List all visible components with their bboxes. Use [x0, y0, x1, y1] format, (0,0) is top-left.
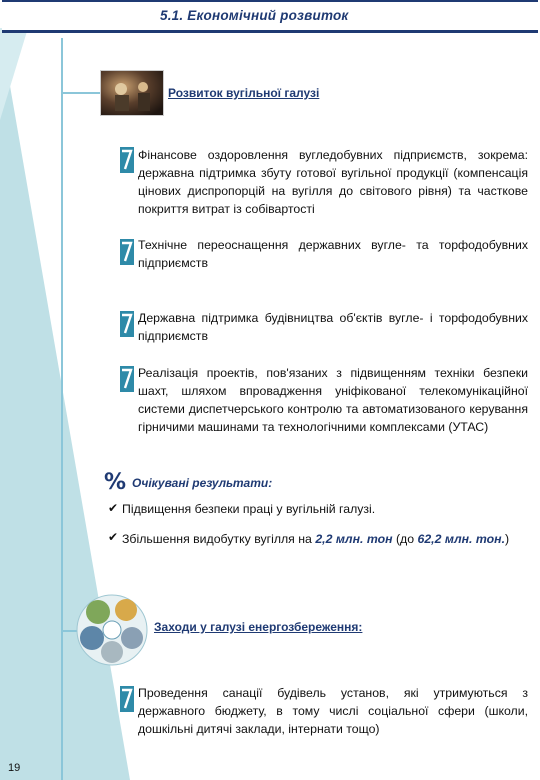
- page-number: 19: [8, 762, 21, 774]
- coal-section-heading: Розвиток вугільної галузі: [168, 86, 320, 100]
- coal-item-4: Реалізація проектів, пов'язаних з підвищенням техніки безпеки шахт, шляхом впровадження уніфікованої телекомунікаційної системи диспетчерського контролю та автоматизованого керування гірничими машинами та технологічними комплексами (УТАС): [138, 366, 528, 434]
- result-bullet-1: Підвищення безпеки праці у вугільній галузі.: [122, 502, 376, 516]
- arrow-bullet-icon: [120, 311, 134, 337]
- arrow-bullet-icon: [120, 366, 134, 392]
- result-bullet-2: [122, 530, 528, 549]
- energy-saving-collage: [76, 594, 148, 666]
- energy-section-heading: Заходи у галузі енергозбереження:: [154, 620, 363, 634]
- arrow-bullet-icon: [120, 147, 134, 173]
- result-bullet-2-suffix: ): [504, 532, 510, 546]
- energy-item-1: Проведення санації будівель установ, які утримуються з державного бюджету, в тому числі соціальної сфери (школи, дошкільні дитячі заклади, інтернати тощо): [138, 686, 528, 736]
- checkmark-icon: ✔: [108, 530, 119, 544]
- result-bullet-2-prefix: Збільшення видобутку вугілля на: [122, 532, 316, 546]
- coal-item-3: Державна підтримка будівництва об'єктів вугле- і торфодобувних підприємств: [138, 311, 528, 343]
- coal-item-2: Технічне переоснащення державних вугле- та торфодобувних підприємств: [138, 238, 528, 270]
- expected-results-title: Очікувані результати:: [132, 476, 273, 490]
- arrow-bullet-icon: [120, 239, 134, 265]
- result-value-increase: 2,2 млн. тон: [315, 532, 393, 546]
- result-bullet-2-mid: (до: [392, 532, 418, 546]
- timeline-connector: [61, 92, 101, 94]
- coal-item-1: Фінансове оздоровлення вугледобувних підприємств, зокрема: державна підтримка збуту готової вугільної продукції (компенсація цінових диспропорцій на вугілля до світового рівня) та часткове покриття витрат із собівартості: [138, 148, 528, 216]
- checkmark-icon: ✔: [108, 501, 119, 515]
- arrow-bullet-icon: [120, 686, 134, 712]
- page-title: 5.1. Економічний розвиток: [160, 8, 349, 23]
- result-value-total: 62,2 млн. тон.: [417, 532, 505, 546]
- coal-mining-photo: [100, 70, 164, 116]
- page-header: [2, 0, 538, 33]
- timeline-vertical-line: [61, 38, 63, 780]
- percent-icon: %: [104, 470, 127, 495]
